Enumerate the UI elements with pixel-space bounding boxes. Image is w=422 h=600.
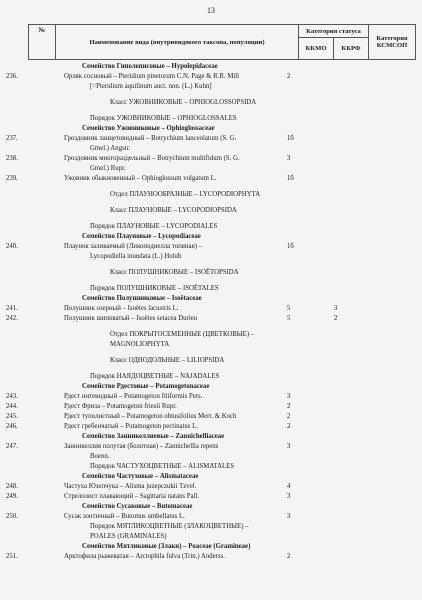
table-row — [0, 382, 422, 392]
kkmo-value: 2 — [287, 423, 291, 430]
table-body — [0, 62, 422, 562]
row-number: 244. — [6, 403, 18, 410]
table-row — [0, 442, 422, 452]
row-name: Гроздовник ланцетовидный – Botrychium lanceolatum (S. G. — [64, 135, 237, 142]
table-row — [0, 164, 422, 174]
kkmo-value: 3 — [287, 443, 291, 450]
table-row — [0, 432, 422, 442]
row-name: Lycopodiella inundata (L.) Holub — [90, 253, 182, 260]
kkmo-value: 2 — [287, 73, 291, 80]
row-name: Класс ОДНОДОЛЬНЫЕ – LILIOPSIDA — [110, 357, 225, 364]
table-row — [0, 252, 422, 262]
kkmo-value: 2 — [287, 553, 291, 560]
row-name: Порядок ПЛАУНОВЫЕ – LYCOPODIALES — [90, 223, 218, 230]
table-row — [0, 284, 422, 294]
kkmo-value: 5 — [287, 305, 291, 312]
table-row — [0, 72, 422, 82]
row-name: Порядок ЧАСТУХОЦВЕТНЫЕ – ALISMATALES — [90, 463, 235, 470]
header-status: Категория статуса — [299, 25, 369, 38]
row-name: Стрелолист плавающий – Sagittaria natans Pall. — [64, 493, 199, 500]
table-row — [0, 402, 422, 412]
table-row — [0, 340, 422, 350]
row-name: Рдест туполистный – Potamogeton obtusifolius Mert. & Koch — [64, 413, 237, 420]
table-row — [0, 542, 422, 552]
row-name: Семейство Рдестовые – Potamogetonaceae — [82, 383, 210, 390]
table-row — [0, 372, 422, 382]
table-row — [0, 532, 422, 542]
page-number: 13 — [207, 6, 215, 15]
row-name: Класс ПЛАУНОВЫЕ – LYCOPODIOPSIDA — [110, 207, 237, 214]
table-row — [0, 512, 422, 522]
kkmo-value: 2 — [287, 413, 291, 420]
row-name: Семейство Мятликовые (Злаки) – Poaceae (Gramineae) — [82, 543, 251, 550]
row-name: MAGNOLIOPHYTA — [110, 341, 170, 348]
table-row — [0, 392, 422, 402]
row-number: 246. — [6, 423, 18, 430]
row-number: 236. — [6, 73, 18, 80]
kkmo-value: 4 — [287, 483, 291, 490]
row-number: 245. — [6, 413, 18, 420]
table-row — [0, 462, 422, 472]
row-number: 238. — [6, 155, 18, 162]
row-number: 249. — [6, 493, 18, 500]
table-row — [0, 154, 422, 164]
kkmo-value: 1б — [287, 135, 294, 142]
table-row — [0, 144, 422, 154]
row-number: 237. — [6, 135, 18, 142]
kkrf-value: 2 — [334, 315, 338, 322]
kkmo-value: 1б — [287, 175, 294, 182]
row-name: Отдел ПОКРЫТОСЕМЕННЫЕ (ЦВЕТКОВЫЕ) – — [110, 331, 255, 338]
row-name: Семейство Занникеллиевые – Zannichelliaceae — [82, 433, 225, 440]
kkrf-value: 3 — [334, 305, 338, 312]
table-row — [0, 452, 422, 462]
kkmo-value: 2 — [287, 403, 291, 410]
table-row — [0, 174, 422, 184]
row-number: 239. — [6, 175, 18, 182]
table-row — [0, 222, 422, 232]
table-row — [0, 82, 422, 92]
row-name: Занникеллия полутая (болотная) – Zannichellia repens — [64, 443, 219, 450]
table-row — [0, 268, 422, 278]
header-name: Наименование вида (внутривидового таксона, популяции) — [56, 25, 299, 59]
row-name: Gmel.) Angstr. — [90, 145, 131, 152]
row-name: Семейство Частуховые – Alismataceae — [82, 473, 199, 480]
header-num: № — [29, 25, 56, 59]
table-row — [0, 114, 422, 124]
row-name: Порядок ПОЛУШНИКОВЫЕ – ISOËTALES — [90, 285, 219, 292]
row-number: 248. — [6, 483, 18, 490]
kkmo-value: 3 — [287, 155, 291, 162]
row-name: Рдест нитевидный – Potamogeton filiformis Pers. — [64, 393, 203, 400]
row-name: Семейство Ужовниковые – Ophioglossaceae — [82, 125, 215, 132]
table-row — [0, 422, 422, 432]
table-row — [0, 492, 422, 502]
kkmo-value: 3 — [287, 393, 291, 400]
row-name: Порядок МЯТЛИКОЦВЕТНЫЕ (ЗЛАКОЦВЕТНЫЕ) – — [90, 523, 249, 530]
row-number: 243. — [6, 393, 18, 400]
kkmo-value: 5 — [287, 315, 291, 322]
table-row — [0, 412, 422, 422]
row-number: 251. — [6, 553, 18, 560]
row-number: 242. — [6, 315, 18, 322]
row-name: Семейство Гиполеписовые – Hypolepidaceae — [82, 63, 218, 70]
table-header — [28, 24, 416, 60]
row-name: Класс ПОЛУШНИКОВЫЕ – ISOËTOPSIDA — [110, 269, 239, 276]
table-row — [0, 552, 422, 562]
row-name: Семейство Полушниковые – Isoëtaceae — [82, 295, 202, 302]
row-name: Полушник шиповатый – Isoëtes setacea Durieu — [64, 315, 198, 322]
table-row — [0, 190, 422, 200]
kkmo-value: 3 — [287, 513, 291, 520]
table-row — [0, 242, 422, 252]
row-name: POALES (GRAMINALES) — [90, 533, 167, 540]
row-number: 240. — [6, 243, 18, 250]
row-number: 247. — [6, 443, 18, 450]
header-ksmsop: Категория КСМСОП — [376, 35, 408, 49]
row-name: Класс УЖОВНИКОВЫЕ – OPHIOGLOSSOPSIDA — [110, 99, 257, 106]
row-name: Арктофила рыжеватая – Arctophila fulva (Trin.) Anderss. — [64, 553, 225, 560]
table-row — [0, 206, 422, 216]
table-row — [0, 98, 422, 108]
table-row — [0, 232, 422, 242]
row-name: Сусак зонтичный – Butomus umbellatus L. — [64, 513, 185, 520]
kkmo-value: 1б — [287, 243, 294, 250]
table-row — [0, 314, 422, 324]
row-name: Полушник озерный – Isoëtes lacustris L. — [64, 305, 179, 312]
header-kkrf: ККРФ — [334, 38, 369, 59]
table-row — [0, 294, 422, 304]
row-name: Gmel.) Rupr. — [90, 165, 126, 172]
row-name: Семейство Плауновые – Lycopodiaceae — [82, 233, 201, 240]
row-name: Порядок УЖОВНИКОВЫЕ – OPHIOGLOSSALES — [90, 115, 237, 122]
row-name: Отдел ПЛАУНООБРАЗНЫЕ – LYCOPODIOPHYTA — [110, 191, 261, 198]
table-row — [0, 502, 422, 512]
table-row — [0, 356, 422, 366]
row-name: Орляк сосновый – Pteridium pinetorum C.N. Page & R.R. Mill — [64, 73, 240, 80]
table-row — [0, 522, 422, 532]
row-name: Ужовник обыкновенный – Ophioglossum vulgatum L. — [64, 175, 217, 182]
row-name: [=Pteridium aquilinum auct. non. (L.) Kuhn] — [90, 83, 212, 90]
header-kkmo: ККМО — [299, 38, 334, 59]
kkmo-value: 3 — [287, 493, 291, 500]
table-row — [0, 472, 422, 482]
row-name: Boenn. — [90, 453, 110, 460]
table-row — [0, 482, 422, 492]
row-name: Гроздовник многораздельный – Botrychium multifidum (S. G. — [64, 155, 240, 162]
row-name: Порядок НАЯДОЦВЕТНЫЕ – NAJADALES — [90, 373, 220, 380]
row-name: Плаунок заливаемый (Ликоподиелла топяная) – — [64, 243, 203, 250]
row-name: Рдест Фриза – Potamogeton friesii Rupr. — [64, 403, 177, 410]
row-name: Частуха Юзепчука – Alisma juzepczukii Tzvel. — [64, 483, 197, 490]
table-row — [0, 304, 422, 314]
row-name: Семейство Сусаковые – Butomaceae — [82, 503, 193, 510]
table-row — [0, 330, 422, 340]
row-number: 250. — [6, 513, 18, 520]
table-row — [0, 124, 422, 134]
table-row — [0, 62, 422, 72]
table-row — [0, 134, 422, 144]
row-number: 241. — [6, 305, 18, 312]
row-name: Рдест гребенчатый – Potamogeton pectinatus L. — [64, 423, 198, 430]
